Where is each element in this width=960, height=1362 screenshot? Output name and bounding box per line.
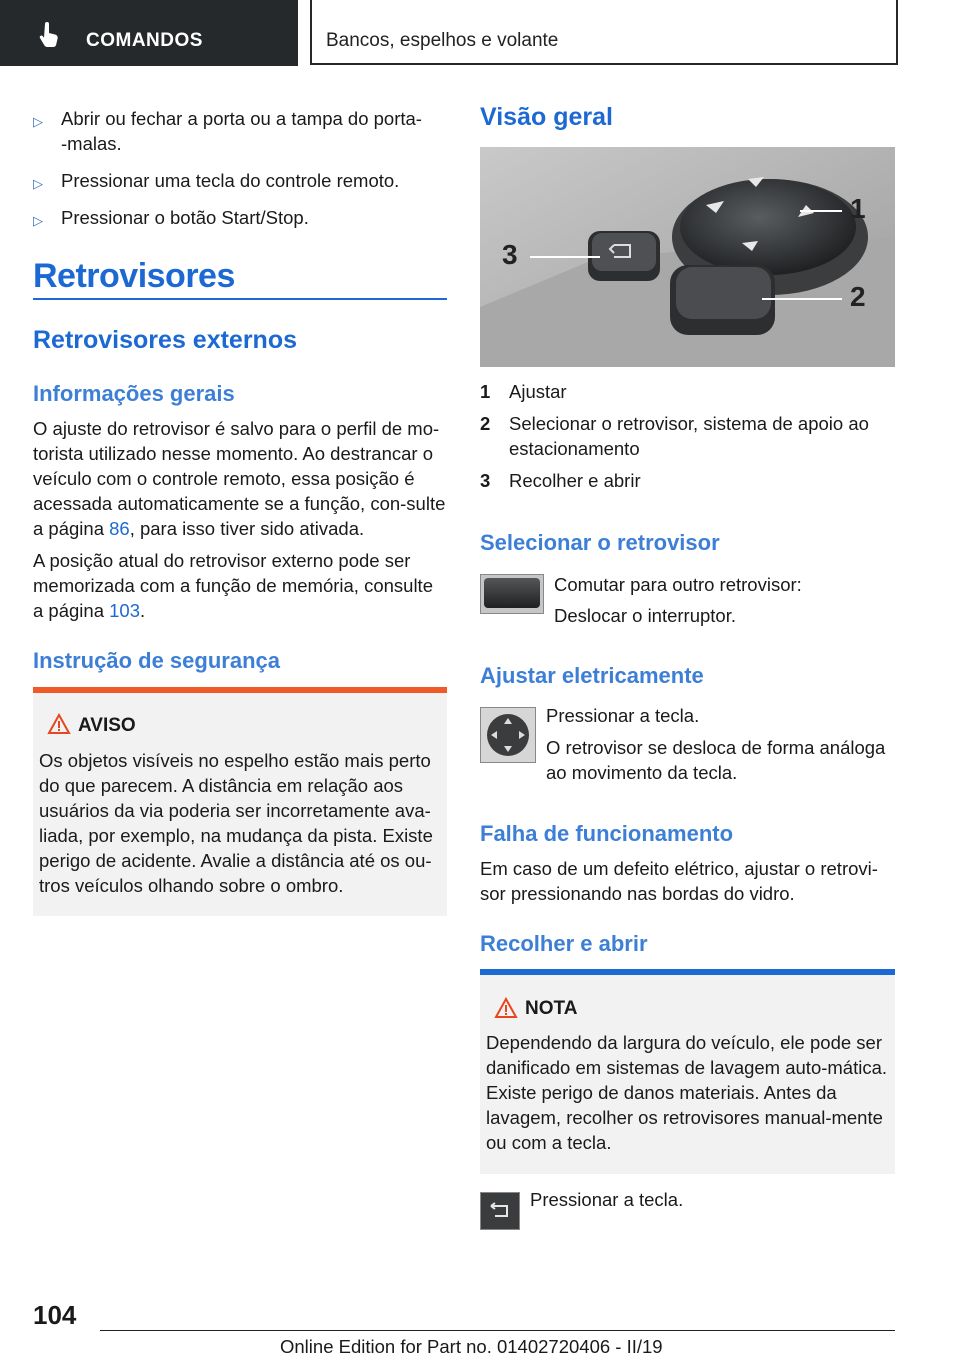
footer-rule [100,1330,895,1331]
list-item [33,205,447,233]
paragraph: A posição atual do retrovisor externo pode ser memorizada com a função de memória, consulte a página 103. [33,550,433,621]
section-heading: Retrovisores externos [33,326,298,354]
legend-item: 2 Selecionar o retrovisor, sistema de apoio ao estacionamento [480,413,869,459]
page-title: Retrovisores [33,257,235,295]
chapter-tab [310,0,898,65]
section-label: COMANDOS [86,30,203,51]
note-text: Dependendo da largura do veículo, ele pode ser danificado em sistemas de lavagem auto-mática. Existe perigo de danos materiais. Antes da lavagem, recolher os retrovisores manual-mente ou com a tecla. [486,1032,888,1153]
page-link[interactable]: 103 [109,600,140,621]
section-tab [0,0,298,66]
edition-text: Online Edition for Part no. 01402720406 - II/19 [280,1336,663,1357]
subsection-heading: Falha de funcionamento [480,821,734,846]
note-bar [480,969,895,975]
numbered-legend [480,379,895,493]
legend-item: 1 Ajustar [480,381,567,402]
warning-triangle-icon [494,997,518,1019]
paragraph: Em caso de um defeito elétrico, ajustar o retrovi-sor pressionando nas bordas do vidro. [480,858,878,904]
paragraph: O ajuste do retrovisor é salvo para o perfil de mo-torista utilizado nesse momento. Ao destrancar o veículo com o controle remoto, essa posição é acessada automaticamente se a função, con-sulte a página 86, para isso tiver sido ativada. [33,418,446,539]
switch-icon [484,578,540,608]
bullet-list [33,106,447,233]
fold-mirror-icon [481,1193,519,1229]
selector-switch-image [480,574,544,614]
page-number: 104 [33,1300,77,1330]
chapter-label: Bancos, espelhos e volante [326,30,559,51]
bullet-text: Abrir ou fechar a porta ou a tampa do porta- -malas. [61,108,422,154]
figure-label: 1 [850,193,866,224]
mirror-control-figure [480,147,895,367]
subsection-heading: Ajustar eletricamente [480,663,704,688]
warning-box [33,687,447,916]
bullet-text: Pressionar uma tecla do controle remoto. [61,170,400,191]
paragraph: Pressionar a tecla. [546,705,700,726]
title-rule [33,298,447,300]
list-item [33,168,447,196]
paragraph: Comutar para outro retrovisor: [554,574,802,595]
section-heading: Visão geral [480,103,613,131]
note-box [480,969,895,1174]
adjust-knob-image [480,707,536,763]
triangle-bullet-icon: ▷ [33,176,43,191]
subsection-heading: Informações gerais [33,381,235,406]
list-item [33,106,447,156]
subsection-heading: Recolher e abrir [480,931,648,956]
note-title: NOTA [525,998,578,1019]
paragraph: Deslocar o interruptor. [554,605,737,626]
triangle-bullet-icon: ▷ [33,213,43,228]
triangle-bullet-icon: ▷ [33,114,43,129]
warning-triangle-icon [47,713,71,735]
paragraph: O retrovisor se desloca de forma análoga ao movimento da tecla. [546,737,886,783]
figure-label: 2 [850,281,866,312]
subsection-heading: Instrução de segurança [33,648,280,673]
figure-label: 3 [502,239,518,270]
warning-bar [33,687,447,693]
fold-button-image [480,1192,520,1230]
pointing-hand-icon [36,22,62,48]
subsection-heading: Selecionar o retrovisor [480,530,720,555]
mirror-control-illustration [480,147,895,367]
warning-title: AVISO [78,715,136,736]
paragraph: Pressionar a tecla. [530,1189,684,1210]
warning-text: Os objetos visíveis no espelho estão mais perto do que parecem. A distância em relação aos usuários da via poderia ser incorretamente ava-liada, por exemplo, na mudança da pista. Existe perigo de acidente. Avalie a distância até os ou-tros veículos olhando sobre o ombro. [39,750,433,896]
info-text [33,416,447,623]
legend-item: 3 Recolher e abrir [480,470,641,491]
page-link[interactable]: 86 [109,518,130,539]
direction-pad-icon [481,708,535,762]
bullet-text: Pressionar o botão Start/Stop. [61,207,309,228]
